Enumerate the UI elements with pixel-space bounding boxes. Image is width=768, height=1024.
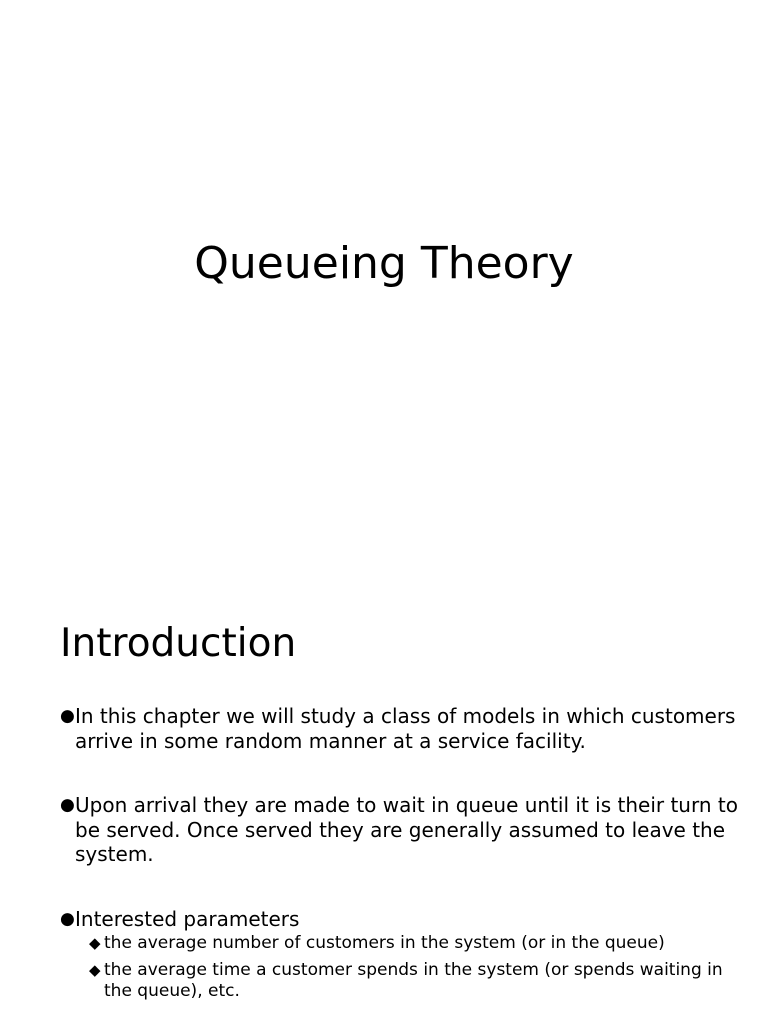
sub-bullet-list (89, 933, 740, 1003)
section-title: Introduction (60, 621, 297, 666)
bullet-marker-icon: ● (60, 706, 75, 726)
bullet-item (60, 793, 740, 867)
slide-title: Queueing Theory (194, 238, 574, 289)
bullet-text: Interested parameters (75, 906, 300, 931)
diamond-bullet-icon: ◆ (89, 960, 101, 979)
content-slide (0, 576, 768, 1024)
bullet-item (60, 704, 740, 753)
bullet-marker-icon: ● (60, 795, 75, 815)
sub-bullet-item (89, 960, 740, 1003)
sub-bullet-item (89, 933, 740, 955)
bullet-item (60, 907, 740, 1003)
bullet-text: Upon arrival they are made to wait in queue until it is their turn to be served. Once served they are generally assumed to leave the system. (75, 793, 738, 866)
diamond-bullet-icon: ◆ (89, 934, 101, 952)
bullet-marker-icon: ● (60, 908, 75, 929)
bullet-list (60, 704, 740, 1008)
bullet-text: In this chapter we will study a class of models in which customers arrive in some random manner at a service facility. (75, 704, 736, 753)
sub-bullet-text: the average number of customers in the system (or in the queue) (104, 933, 665, 953)
sub-bullet-text: the average time a customer spends in the system (or spends waiting in the queue), etc. (104, 959, 723, 1001)
